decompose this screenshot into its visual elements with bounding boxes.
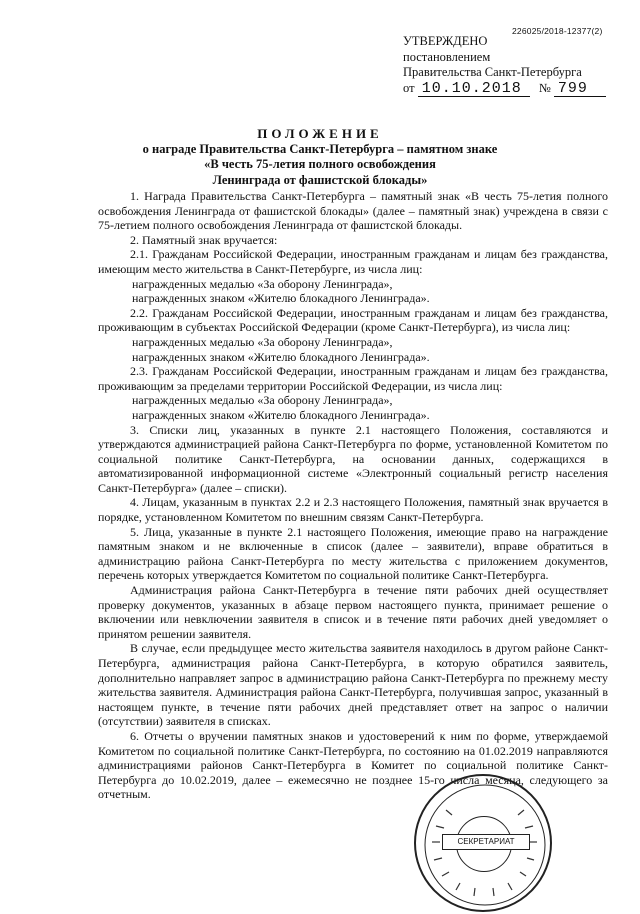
- approval-date-row: [403, 81, 613, 97]
- title-line-3: Ленинграда от фашистской блокады»: [212, 172, 428, 187]
- approval-block: [403, 34, 613, 97]
- title-heading: ПОЛОЖЕНИЕ: [257, 126, 383, 141]
- seal-label: СЕКРЕТАРИАТ: [442, 834, 530, 850]
- approval-line-government: Правительства Санкт-Петербурга: [403, 65, 582, 79]
- title-line-1: о награде Правительства Санкт-Петербурга – памятном знаке: [142, 141, 498, 156]
- paragraph-5: 5. Лица, указанные в пункте 2.1 настоящего Положения, имеющие право на награждение памятным знаком и не включенные в список (далее – заявители), вправе обратиться в администрацию района Санкт-Петербурга по месту жительства с приложением документов, перечень которых утверждается Комитетом по социальной политике Санкт-Петербурга.: [98, 524, 608, 583]
- paragraph-4: 4. Лицам, указанным в пунктах 2.2 и 2.3 настоящего Положения, памятный знак вручается в порядке, установленном Комитетом по внешним связям Санкт-Петербурга.: [98, 495, 608, 525]
- document-title: [120, 126, 520, 188]
- paragraph-2-2: 2.2. Гражданам Российской Федерации, иностранным гражданам и лицам без гражданства, проживающим в субъектах Российской Федерации (кроме Санкт-Петербурга), из числа лиц:: [98, 305, 608, 335]
- list-item: награжденных знаком «Жителю блокадного Ленинграда».: [132, 291, 430, 306]
- document-registration-number: 226025/2018-12377(2): [512, 26, 603, 36]
- approval-number-label: №: [538, 80, 551, 95]
- paragraph-2-3: 2.3. Гражданам Российской Федерации, иностранным гражданам и лицам без гражданства, проживающим за пределами территории Российской Федерации, из числа лиц:: [98, 364, 608, 393]
- paragraph-2-1: 2.1. Гражданам Российской Федерации, иностранным гражданам и лицам без гражданства, имеющим место жительства в Санкт-Петербурге, из числа лиц:: [98, 247, 608, 276]
- paragraph-6: 6. Отчеты о вручении памятных знаков и удостоверений к ним по форме, утверждаемой Комитетом по социальной политике Санкт-Петербурга, по состоянию на 01.02.2019 направляются администрациями районов Санкт-Петербурга в Комитет по социальной политике Санкт-Петербурга до 10.02.2019, далее – ежемесячно не позднее 15-го числа месяца, следующего за отчетным.: [98, 728, 608, 802]
- approval-heading: УТВЕРЖДЕНО: [403, 34, 488, 48]
- paragraph-5-3: В случае, если предыдущее место жительства заявителя находилось в другом районе Санкт-Петербурга, администрация района Санкт-Петербурга, в которую обратился заявитель, дополнительно направляет запрос в администрацию района Санкт-Петербурга по прежнему месту жительства заявителя. Администрация района Санкт-Петербурга, получившая запрос, указанный в настоящем пункте, в течение пяти рабочих дней представляет ответ на запрос о наличии (отсутствии) заявителя в списках.: [98, 641, 608, 729]
- list-item: награжденных медалью «За оборону Ленинграда»,: [132, 276, 393, 291]
- list-item: награжденных знаком «Жителю блокадного Ленинграда».: [132, 349, 430, 364]
- approval-from-label: от: [403, 80, 415, 95]
- document-body: [98, 189, 608, 802]
- paragraph-1: 1. Награда Правительства Санкт-Петербурга – памятный знак «В честь 75-летия полного освобождения Ленинграда от фашистской блокады» (далее – памятный знак) учреждена в связи с 75-летием полного освобождения Ленинграда от фашистской блокады.: [98, 189, 608, 233]
- list-item: награжденных знаком «Жителю блокадного Ленинграда».: [132, 407, 430, 422]
- paragraph-3: 3. Списки лиц, указанных в пункте 2.1 настоящего Положения, составляются и утверждаются администрацией района Санкт-Петербурга по форме, установленной Комитетом по социальной политике Санкт-Петербурга, на основании данных, содержащихся в автоматизированной информационной системе «Электронный социальный регистр населения Санкт-Петербурга» (далее – списки).: [98, 422, 608, 495]
- list-item: награжденных медалью «За оборону Ленинграда»,: [132, 334, 393, 349]
- paragraph-5-2: Администрация района Санкт-Петербурга в течение пяти рабочих дней осуществляет проверку документов, указанных в абзаце первом настоящего пункта, принимает решение о включении или невключении заявителя в список и в течение пяти рабочих дней уведомляет о принятом решении заявителя.: [98, 583, 608, 641]
- approval-number: 799: [554, 82, 606, 97]
- approval-date: 10.10.2018: [418, 82, 530, 97]
- list-item: награжденных медалью «За оборону Ленинграда»,: [132, 393, 393, 408]
- official-seal-stamp: [414, 774, 552, 912]
- title-line-2: «В честь 75-летия полного освобождения: [204, 157, 436, 171]
- approval-line-resolution: постановлением: [403, 49, 491, 64]
- paragraph-2: 2. Памятный знак вручается:: [130, 232, 278, 247]
